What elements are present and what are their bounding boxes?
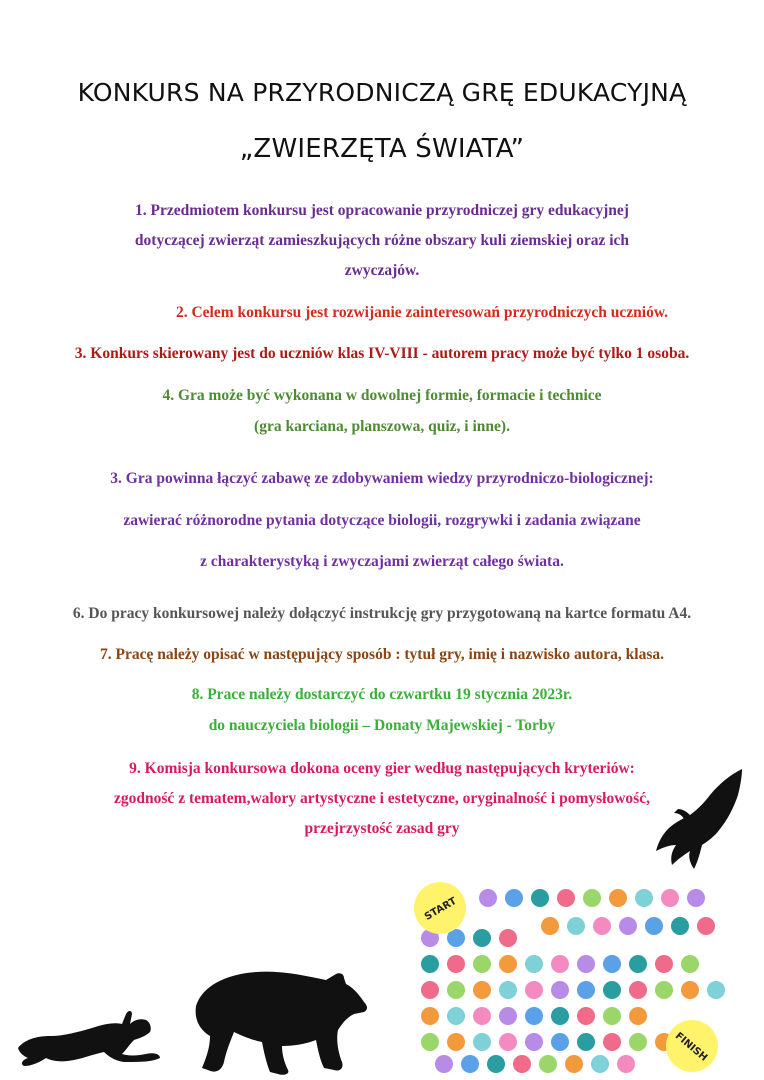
board-dot — [525, 1033, 543, 1051]
board-dot — [473, 955, 491, 973]
board-dot — [435, 1055, 453, 1073]
board-dot — [479, 889, 497, 907]
rule-5-line-3: z charakterystyką i zwyczajami zwierząt całego świata. — [200, 553, 564, 570]
rule-3: 3. Konkurs skierowany jest do uczniów klas IV-VIII - autorem pracy może być tylko 1 osoba. — [74, 345, 690, 362]
board-dot — [697, 917, 715, 935]
board-dot — [603, 1033, 621, 1051]
board-dot — [473, 1033, 491, 1051]
board-dot — [645, 917, 663, 935]
board-dot — [551, 1033, 569, 1051]
bear-icon — [186, 966, 372, 1078]
finish-label: FINISH — [672, 1030, 710, 1064]
board-dot — [499, 1007, 517, 1025]
rule-4-line-1: 4. Gra może być wykonana w dowolnej formie, formacie i technice — [162, 387, 602, 404]
board-dot — [591, 1055, 609, 1073]
board-dot — [603, 981, 621, 999]
board-dot — [421, 1007, 439, 1025]
rule-2: 2. Celem konkursu jest rozwijanie zainteresowań przyrodniczych uczniów. — [175, 304, 669, 321]
board-dot — [603, 955, 621, 973]
board-dot — [421, 981, 439, 999]
board-dot — [655, 955, 673, 973]
board-dot — [655, 981, 673, 999]
rule-5-line-1: 3. Gra powinna łączyć zabawę ze zdobywaniem wiedzy przyrodniczo-biologicznej: — [110, 470, 654, 487]
board-dot — [499, 929, 517, 947]
board-dot — [557, 889, 575, 907]
rule-9-line-3: przejrzystość zasad gry — [304, 820, 460, 837]
board-dot — [577, 1007, 595, 1025]
board-dot — [541, 917, 559, 935]
game-board — [410, 878, 730, 1074]
rule-1-line-2: dotyczącej zwierząt zamieszkujących różne obszary kuli ziemskiej oraz ich — [134, 232, 630, 249]
board-dot — [609, 889, 627, 907]
rule-4-line-2: (gra karciana, planszowa, quiz, i inne). — [254, 418, 510, 435]
board-dot — [619, 917, 637, 935]
board-dot — [583, 889, 601, 907]
board-dot — [671, 917, 689, 935]
board-dot — [635, 889, 653, 907]
rule-1-line-3: zwyczajów. — [344, 262, 420, 279]
start-label: START — [422, 895, 459, 923]
board-dot — [577, 981, 595, 999]
board-dot — [505, 889, 523, 907]
board-dot — [539, 1055, 557, 1073]
board-dot — [473, 981, 491, 999]
rule-8-line-2: do nauczyciela biologii – Donaty Majewskiej - Torby — [208, 717, 556, 734]
board-dot — [707, 981, 725, 999]
board-dot — [567, 917, 585, 935]
board-dot — [421, 955, 439, 973]
board-dot — [487, 1055, 505, 1073]
board-dot — [617, 1055, 635, 1073]
board-dot — [565, 1055, 583, 1073]
rule-6: 6. Do pracy konkursowej należy dołączyć instrukcję gry przygotowaną na kartce formatu A4. — [72, 605, 692, 622]
board-dot — [499, 981, 517, 999]
hare-icon — [14, 1008, 164, 1070]
rule-8-line-1: 8. Prace należy dostarczyć do czwartku 19 stycznia 2023r. — [191, 686, 573, 703]
board-dot — [593, 917, 611, 935]
title-line-1: KONKURS NA PRZYRODNICZĄ GRĘ EDUKACYJNĄ — [77, 78, 687, 107]
board-dot — [461, 1055, 479, 1073]
board-dot — [681, 955, 699, 973]
rule-1-line-1: 1. Przedmiotem konkursu jest opracowanie przyrodniczej gry edukacyjnej — [135, 202, 629, 219]
board-dot — [629, 1033, 647, 1051]
board-dot — [525, 955, 543, 973]
board-dot — [551, 955, 569, 973]
board-dot — [629, 955, 647, 973]
rule-9-line-1: 9. Komisja konkursowa dokona oceny gier według następujących kryteriów: — [129, 760, 635, 777]
board-dot — [447, 1033, 465, 1051]
board-dot — [661, 889, 679, 907]
board-dot — [577, 1033, 595, 1051]
board-dot — [551, 981, 569, 999]
rule-7: 7. Pracę należy opisać w następujący sposób : tytuł gry, imię i nazwisko autora, klasa. — [99, 646, 665, 663]
board-dot — [513, 1055, 531, 1073]
board-dot — [473, 929, 491, 947]
board-dot — [421, 1033, 439, 1051]
board-dot — [499, 1033, 517, 1051]
rule-5-line-2: zawierać różnorodne pytania dotyczące biologii, rozgrywki i zadania związane — [123, 512, 641, 529]
board-dot — [629, 981, 647, 999]
eagle-icon — [650, 765, 750, 875]
board-dot — [447, 955, 465, 973]
board-dot — [499, 955, 517, 973]
board-dot — [603, 1007, 621, 1025]
board-dot — [473, 1007, 491, 1025]
board-dot — [447, 1007, 465, 1025]
board-dot — [681, 981, 699, 999]
board-dot — [687, 889, 705, 907]
board-dot — [551, 1007, 569, 1025]
board-dot — [525, 1007, 543, 1025]
board-dot — [577, 955, 595, 973]
board-dot — [447, 981, 465, 999]
rule-9-line-2: zgodność z tematem,walory artystyczne i estetyczne, oryginalność i pomysłowość, — [114, 790, 650, 807]
title-line-2: „ZWIERZĘTA ŚWIATA” — [239, 134, 525, 164]
board-dot — [531, 889, 549, 907]
board-dot — [525, 981, 543, 999]
board-dot — [629, 1007, 647, 1025]
